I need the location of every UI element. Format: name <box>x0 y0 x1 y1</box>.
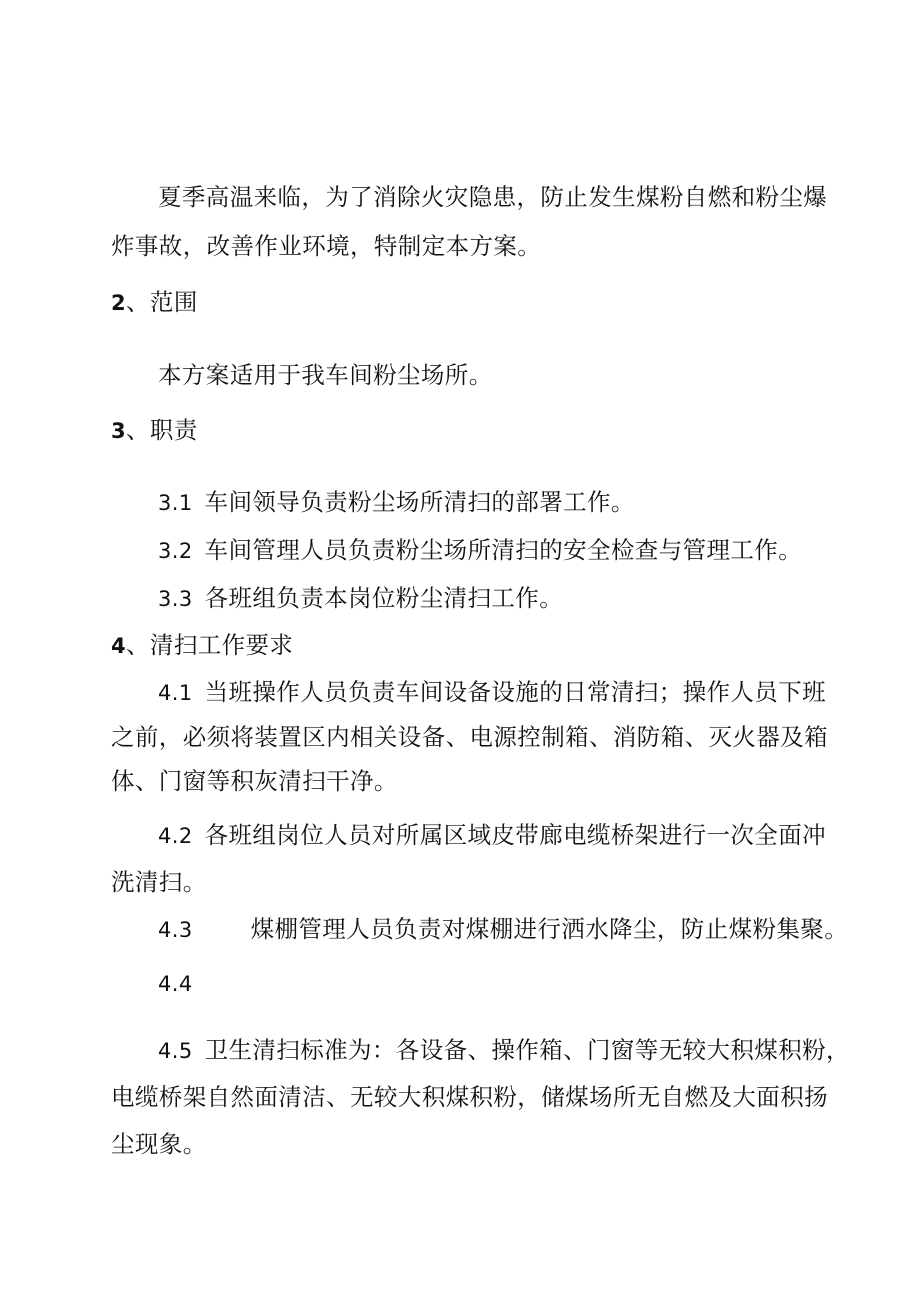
section-4-item-1-line-2: 之前，必须将装置区内相关设备、电源控制箱、消防箱、灭火器及箱 <box>111 723 828 751</box>
section-4-item-5-line-3: 尘现象。 <box>111 1130 207 1158</box>
section-2-body: 本方案适用于我车间粉尘场所。 <box>158 361 493 389</box>
item-text: 当班操作人员负责车间设备设施的日常清扫；操作人员下班 <box>204 678 827 706</box>
section-2-title: 、范围 <box>126 288 198 316</box>
section-4-item-1-line-3: 体、门窗等积灰清扫干净。 <box>111 767 398 795</box>
section-4-item-1-line-1 <box>158 677 826 708</box>
section-3-title: 、职责 <box>126 416 198 444</box>
section-3-item-2 <box>158 535 802 566</box>
section-4-item-3 <box>158 914 848 945</box>
section-4-item-2-line-1 <box>158 820 826 851</box>
section-4-item-5-line-1 <box>158 1035 850 1066</box>
section-3-item-3 <box>158 583 563 614</box>
section-2-heading <box>111 287 198 318</box>
section-3-number: 3 <box>111 419 127 443</box>
section-2-number: 2 <box>111 291 127 315</box>
item-number: 3.2 <box>158 539 193 563</box>
item-number: 4.3 <box>158 918 193 942</box>
item-number: 4.5 <box>158 1039 193 1063</box>
section-4-number: 4 <box>111 634 127 658</box>
item-text: 各班组岗位人员对所属区域皮带廊电缆桥架进行一次全面冲 <box>204 821 827 849</box>
item-text: 车间领导负责粉尘场所清扫的部署工作。 <box>204 488 635 516</box>
intro-line-2: 炸事故，改善作业环境，特制定本方案。 <box>111 232 542 260</box>
section-4-item-4 <box>158 968 193 999</box>
item-text: 煤棚管理人员负责对煤棚进行洒水降尘，防止煤粉集聚。 <box>250 915 849 943</box>
item-number: 4.4 <box>158 972 193 996</box>
item-text: 各班组负责本岗位粉尘清扫工作。 <box>204 584 564 612</box>
section-4-item-2-line-2: 洗清扫。 <box>111 868 207 896</box>
item-number: 3.3 <box>158 587 193 611</box>
section-3-heading <box>111 415 198 446</box>
section-4-heading <box>111 630 293 661</box>
item-number: 4.2 <box>158 824 193 848</box>
item-number: 3.1 <box>158 491 193 515</box>
section-4-title: 、清扫工作要求 <box>126 631 294 659</box>
item-text: 车间管理人员负责粉尘场所清扫的安全检查与管理工作。 <box>204 536 803 564</box>
item-text: 卫生清扫标准为：各设备、操作箱、门窗等无较大积煤积粉， <box>204 1036 850 1064</box>
section-4-item-5-line-2: 电缆桥架自然面清洁、无较大积煤积粉，储煤场所无自燃及大面积扬 <box>111 1083 828 1111</box>
intro-line-1: 夏季高温来临，为了消除火灾隐患，防止发生煤粉自燃和粉尘爆 <box>158 183 828 211</box>
item-number: 4.1 <box>158 681 193 705</box>
section-3-item-1 <box>158 487 635 518</box>
